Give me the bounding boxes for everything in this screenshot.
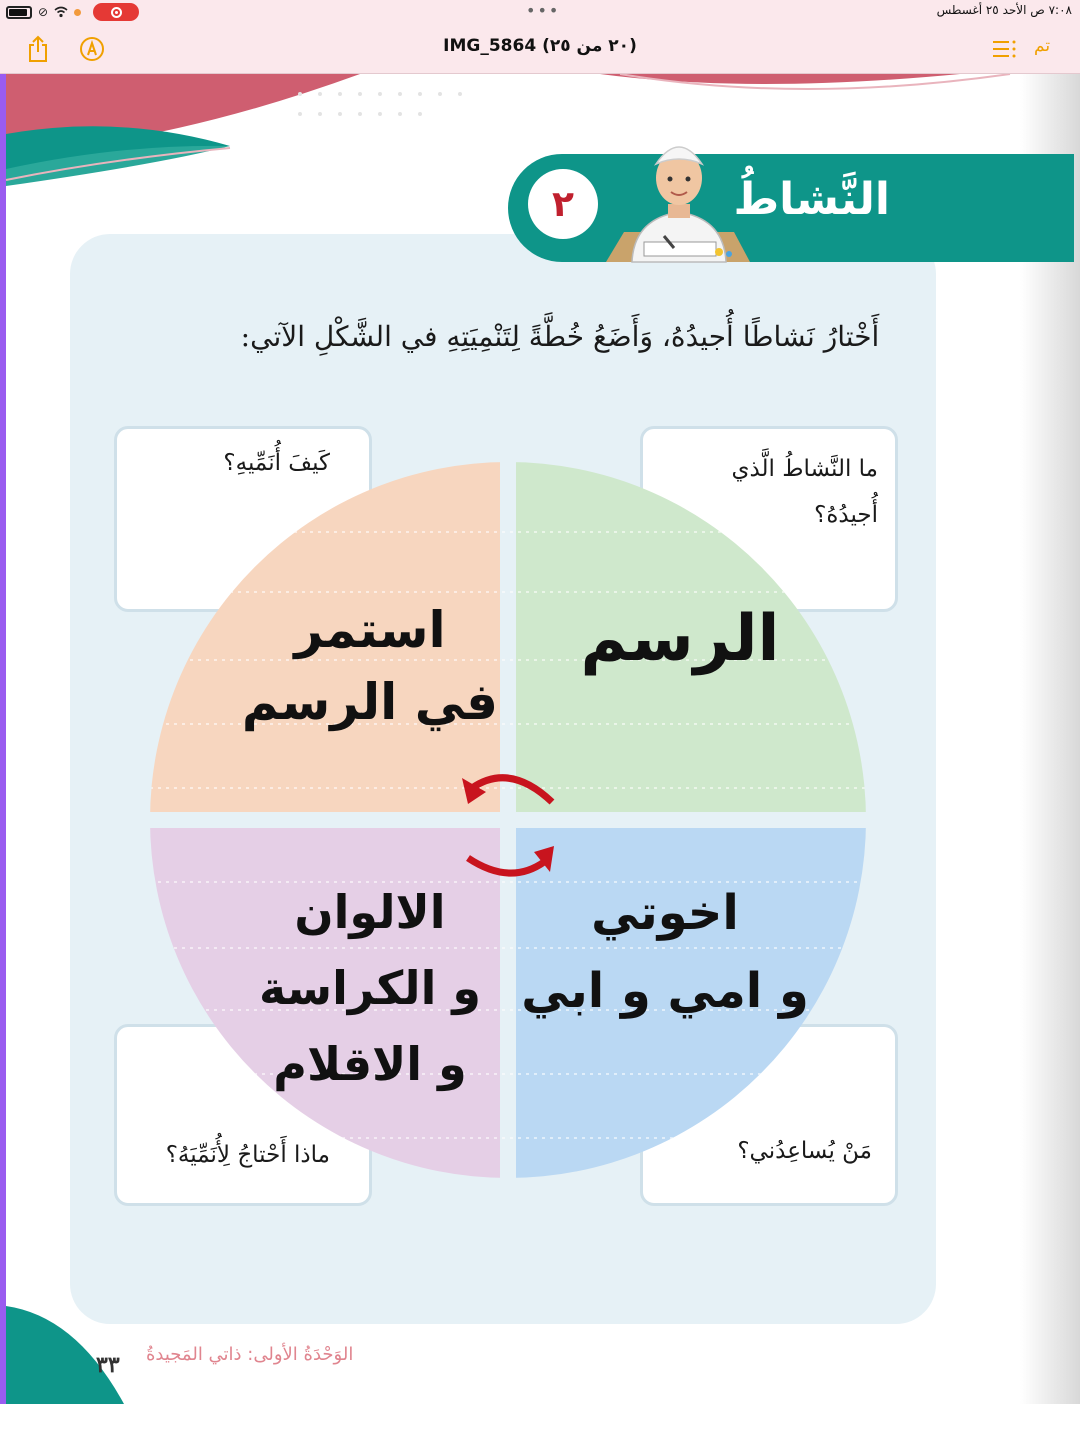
question-top-right-line1: ما النَّشاطُ الَّذي [731, 456, 878, 482]
share-button[interactable] [22, 33, 54, 65]
activity-instruction: أَخْتارُ نَشاطًا أُجيدُهُ، وَأَضَعُ خُطَّةً لِتَنْمِيَتِهِ في الشَّكْلِ الآتي: [240, 320, 880, 353]
question-top-right-line2: أُجيدُهُ؟ [814, 502, 878, 528]
done-button[interactable]: تم [1034, 36, 1051, 56]
document-page [0, 74, 1080, 1404]
document-title: IMG_5864 (٢٠ من ٢٥) [443, 36, 637, 56]
page-gutter-shadow [1020, 74, 1080, 1404]
list-button[interactable] [988, 33, 1020, 65]
answer-top-right: الرسم [580, 602, 780, 676]
question-top-left: كَيفَ أُنَمِّيهِ؟ [223, 450, 330, 476]
list-icon [991, 39, 1017, 59]
share-icon [26, 35, 50, 63]
status-time-date: ٧:٠٨ ص الأحد ٢٥ أغسطس [936, 3, 1072, 17]
activity-number: ٢ [552, 183, 574, 225]
answer-top-left-line2: في الرسم [241, 673, 499, 731]
answer-bottom-left-line2: و الكراسة [259, 961, 481, 1015]
unit-footer: الوَحْدَةُ الأولى: ذاتي المَجيدةُ [146, 1344, 354, 1365]
status-bar [0, 0, 1080, 24]
question-bottom-right: مَنْ يُساعِدُني؟ [737, 1138, 872, 1164]
answer-bottom-right [510, 874, 820, 1030]
activity-title: النَّشاطُ [733, 174, 890, 225]
markup-pen-icon [79, 36, 105, 62]
question-bottom-left: ماذا أَحْتاجُ لِأُنَمِّيَهُ؟ [165, 1142, 330, 1168]
question-top-right [660, 446, 878, 538]
answer-top-left [240, 594, 500, 738]
page-edge [0, 74, 6, 1404]
viewer-toolbar [0, 24, 1080, 74]
orientation-lock-icon: ⊘ [38, 5, 49, 19]
answer-bottom-right-line1: اخوتي [591, 885, 739, 941]
student-illustration [604, 124, 754, 266]
screen-record-button[interactable] [93, 3, 139, 21]
answer-bottom-left-line3: و الاقلام [273, 1037, 467, 1091]
answer-top-left-line1: استمر [294, 601, 446, 659]
answer-bottom-left [230, 874, 510, 1102]
markup-button[interactable] [76, 33, 108, 65]
battery-icon [6, 6, 32, 19]
answer-bottom-left-line1: الالوان [294, 885, 446, 939]
record-icon [111, 7, 122, 18]
wifi-icon [54, 6, 68, 18]
status-icons [6, 3, 139, 21]
activity-number-badge [528, 169, 598, 239]
multitask-dots-icon[interactable]: ••• [526, 1, 561, 20]
page-number: ٣٣ [96, 1352, 120, 1378]
mic-indicator-icon [74, 9, 81, 16]
answer-bottom-right-line2: و امي و ابي [521, 963, 809, 1019]
